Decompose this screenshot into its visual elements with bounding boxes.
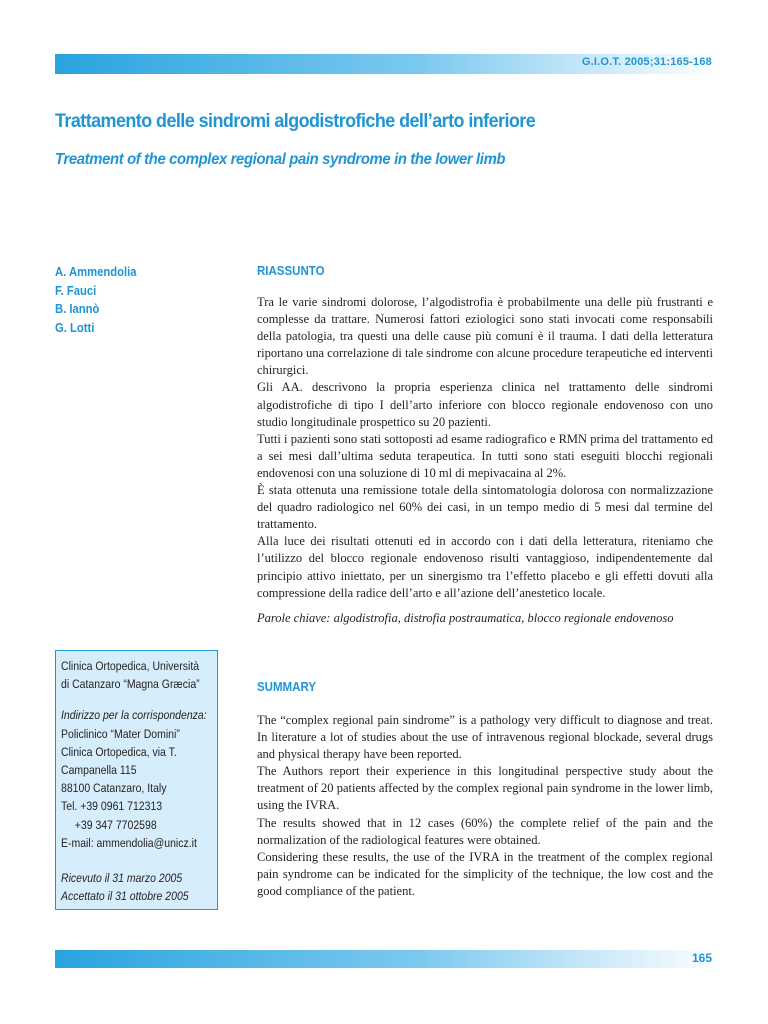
riassunto-paragraph: Tra le varie sindromi dolorose, l’algodistrofia è probabilmente una delle più frustranti e complesse da trattare. Numerosi fattori eziologici sono stati invocati come responsabili della patologia, tra questi una delle cause più comuni è il trauma. I dati della letteratura riportano una correlazione di tale sindrome con alcune procedure terapeutiche ed interventi chirurgici. xyxy=(257,295,713,378)
summary-paragraph: Considering these results, the use of the IVRA in the treatment of the complex regional pain syndrome can be indicated for the simplicity of the technique, the low cost and the good compliance of the patient. xyxy=(257,849,713,898)
summary-heading: SUMMARY xyxy=(257,680,316,694)
riassunto-paragraph: Alla luce dei risultati ottenuti ed in accordo con i dati della letteratura, riteniamo che l’utilizzo del blocco regionale endovenoso risulti vantaggioso, indipendentemente dal principio attivo iniettato, per un sinergismo tra l’effetto placebo e gli effetti dovuti alla compressione della radice dell’arto e all’azione dell’anestetico locale. xyxy=(257,534,713,600)
address-line: 88100 Catanzaro, Italy xyxy=(61,781,167,796)
summary-body xyxy=(257,712,713,900)
phone-line-secondary: +39 347 7702598 xyxy=(74,817,157,832)
article-title-italian: Trattamento delle sindromi algodistrofiche dell’arto inferiore xyxy=(55,110,536,132)
journal-reference: G.I.O.T. 2005;31:165-168 xyxy=(581,56,712,68)
phone-line: Tel. +39 0961 712313 xyxy=(61,799,163,814)
page-number: 165 xyxy=(691,951,712,965)
received-date: Ricevuto il 31 marzo 2005 xyxy=(61,871,183,886)
summary-paragraph: The results showed that in 12 cases (60%) the complete relief of the pain and the normalization of the radiological features were obtained. xyxy=(257,815,713,847)
riassunto-paragraph: Gli AA. descrivono la propria esperienza clinica nel trattamento delle sindromi algodistrofiche di tipo I dell’arto inferiore con blocco regionale endovenoso con uno studio longitudinale prospettico su 20 pazienti. xyxy=(257,380,713,429)
author-name: A. Ammendolia xyxy=(55,265,137,279)
footer-color-bar xyxy=(55,950,718,968)
summary-paragraph: The Authors report their experience in this longitudinal perspective study about the treatment of 20 patients affected by the complex regional pain syndrome in the lower limb, using the IVRA. xyxy=(257,764,713,813)
author-name: G. Lotti xyxy=(55,321,95,336)
riassunto-paragraph: È stata ottenuta una remissione totale della sintomatologia dolorosa con normalizzazione del quadro radiologico nel 60% dei casi, in un tempo medio di 5 mesi dal termine del trattamento. xyxy=(257,483,713,532)
correspondence-label: Indirizzo per la corrispondenza: xyxy=(61,708,207,723)
email-line[interactable]: E-mail: ammendolia@unicz.it xyxy=(61,835,197,850)
institution-line: di Catanzaro “Magna Græcia” xyxy=(61,677,200,692)
article-title-english: Treatment of the complex regional pain syndrome in the lower limb xyxy=(55,151,506,168)
author-name: F. Fauci xyxy=(55,283,97,298)
address-line: Policlinico “Mater Domini” xyxy=(61,726,180,741)
author-list xyxy=(55,263,136,338)
address-line: Campanella 115 xyxy=(61,763,137,778)
riassunto-paragraph: Tutti i pazienti sono stati sottoposti ad esame radiografico e RMN prima del trattamento ed a sei mesi dall’ultima seduta terapeutica. In tutti sono stati eseguiti blocchi regionali endovenosi con una soluzione di 10 ml di mepivacaina al 2%. xyxy=(257,431,713,480)
author-name: B. Iannò xyxy=(55,302,100,317)
address-line: Clinica Ortopedica, via T. xyxy=(61,744,177,759)
riassunto-body xyxy=(257,294,713,602)
accepted-date: Accettato il 31 ottobre 2005 xyxy=(61,889,189,904)
riassunto-heading: RIASSUNTO xyxy=(257,264,325,278)
keywords: Parole chiave: algodistrofia, distrofia postraumatica, blocco regionale endovenoso xyxy=(257,611,674,625)
institution-line: Clinica Ortopedica, Università xyxy=(61,659,200,673)
affiliation-box xyxy=(55,650,218,910)
summary-paragraph: The “complex regional pain sindrome” is a pathology very difficult to diagnose and treat. In literature a lot of studies about the use of intravenous regional blockade, several drugs and physical therapy have been reported. xyxy=(257,713,713,762)
